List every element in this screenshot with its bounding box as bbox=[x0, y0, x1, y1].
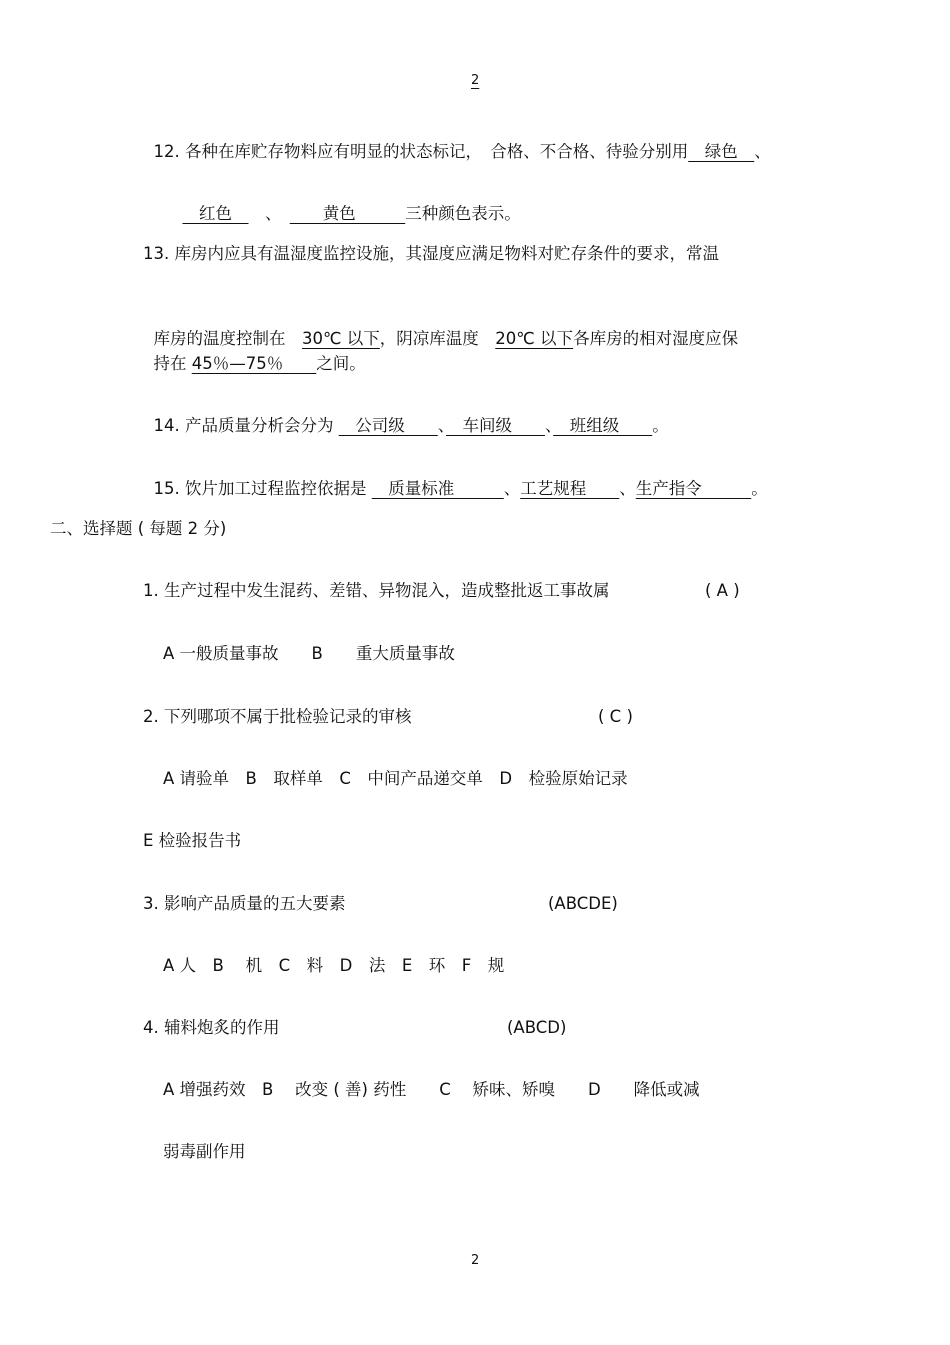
question-15-tail: 。 bbox=[751, 479, 768, 498]
separator: 、 bbox=[754, 142, 771, 161]
page-number-top: 2 bbox=[471, 73, 480, 88]
question-13-line1: 13. 库房内应具有温湿度监控设施，其湿度应满足物料对贮存条件的要求，常温 bbox=[143, 244, 719, 263]
blank-team-level: 班组级 bbox=[553, 416, 653, 435]
text-segment: 库房的温度控制在 bbox=[153, 329, 302, 348]
separator: 、 bbox=[619, 479, 636, 498]
section-heading-choice: 二、选择题 ( 每题 2 分) bbox=[50, 519, 227, 538]
choice-q3-answer: (ABCDE) bbox=[548, 894, 618, 913]
choice-q1-answer: ( A ) bbox=[705, 581, 740, 600]
question-12 bbox=[143, 119, 771, 163]
question-12-tail: 三种颜色表示。 bbox=[405, 204, 521, 223]
blank-yellow: 黄色 bbox=[289, 204, 406, 223]
blank-cool-temp: 20℃ 以下 bbox=[495, 329, 574, 348]
question-13-line3 bbox=[143, 331, 366, 375]
choice-q1-stem: 1. 生产过程中发生混药、差错、异物混入，造成整批返工事故属 bbox=[143, 581, 610, 600]
text-segment: ，阴凉库温度 bbox=[379, 329, 496, 348]
blank-red: 红色 bbox=[182, 204, 249, 223]
text-segment: 各库房的相对湿度应保 bbox=[573, 329, 739, 348]
blank-humidity: 45％—75％ bbox=[191, 354, 317, 373]
question-14-tail: 。 bbox=[652, 416, 669, 435]
choice-q4-options: A 增强药效 B 改变 ( 善) 药性 C 矫味、矫嗅 D 降低或减 bbox=[163, 1080, 700, 1099]
separator: 、 bbox=[544, 416, 554, 435]
blank-company-level: 公司级 bbox=[338, 416, 438, 435]
question-15 bbox=[143, 456, 768, 500]
question-14 bbox=[143, 393, 669, 437]
question-15-text: 15. 饮片加工过程监控依据是 bbox=[153, 479, 372, 498]
blank-green: 绿色 bbox=[688, 142, 755, 161]
choice-q4-options-cont: 弱毒副作用 bbox=[163, 1142, 246, 1161]
question-12-cont bbox=[172, 181, 521, 225]
choice-q2-stem: 2. 下列哪项不属于批检验记录的审核 bbox=[143, 707, 412, 726]
choice-q4-stem: 4. 辅料炮炙的作用 bbox=[143, 1018, 280, 1037]
choice-q4-answer: (ABCD) bbox=[507, 1018, 567, 1037]
text-segment: 之间。 bbox=[316, 354, 366, 373]
page-number-bottom: 2 bbox=[471, 1253, 480, 1268]
separator: 、 bbox=[437, 416, 446, 435]
question-12-text: 12. 各种在库贮存物料应有明显的状态标记， 合格、不合格、待验分别用 bbox=[153, 142, 689, 161]
choice-q2-options-cont: E 检验报告书 bbox=[143, 831, 242, 850]
blank-workshop-level: 车间级 bbox=[445, 416, 545, 435]
blank-process-spec: 工艺规程 bbox=[520, 479, 620, 498]
blank-production-order: 生产指令 bbox=[635, 479, 752, 498]
separator: 、 bbox=[248, 204, 290, 223]
blank-room-temp: 30℃ 以下 bbox=[302, 329, 380, 348]
choice-q2-answer: ( C ) bbox=[598, 707, 633, 726]
text-segment: 持在 bbox=[153, 354, 192, 373]
choice-q3-stem: 3. 影响产品质量的五大要素 bbox=[143, 894, 346, 913]
choice-q3-options: A 人 B 机 C 料 D 法 E 环 F 规 bbox=[163, 956, 505, 975]
choice-q2-options: A 请验单 B 取样单 C 中间产品递交单 D 检验原始记录 bbox=[163, 769, 628, 788]
question-14-text: 14. 产品质量分析会分为 bbox=[153, 416, 339, 435]
choice-q1-options: A 一般质量事故 B 重大质量事故 bbox=[163, 644, 455, 663]
blank-quality-standard: 质量标准 bbox=[371, 479, 504, 498]
separator: 、 bbox=[503, 479, 521, 498]
